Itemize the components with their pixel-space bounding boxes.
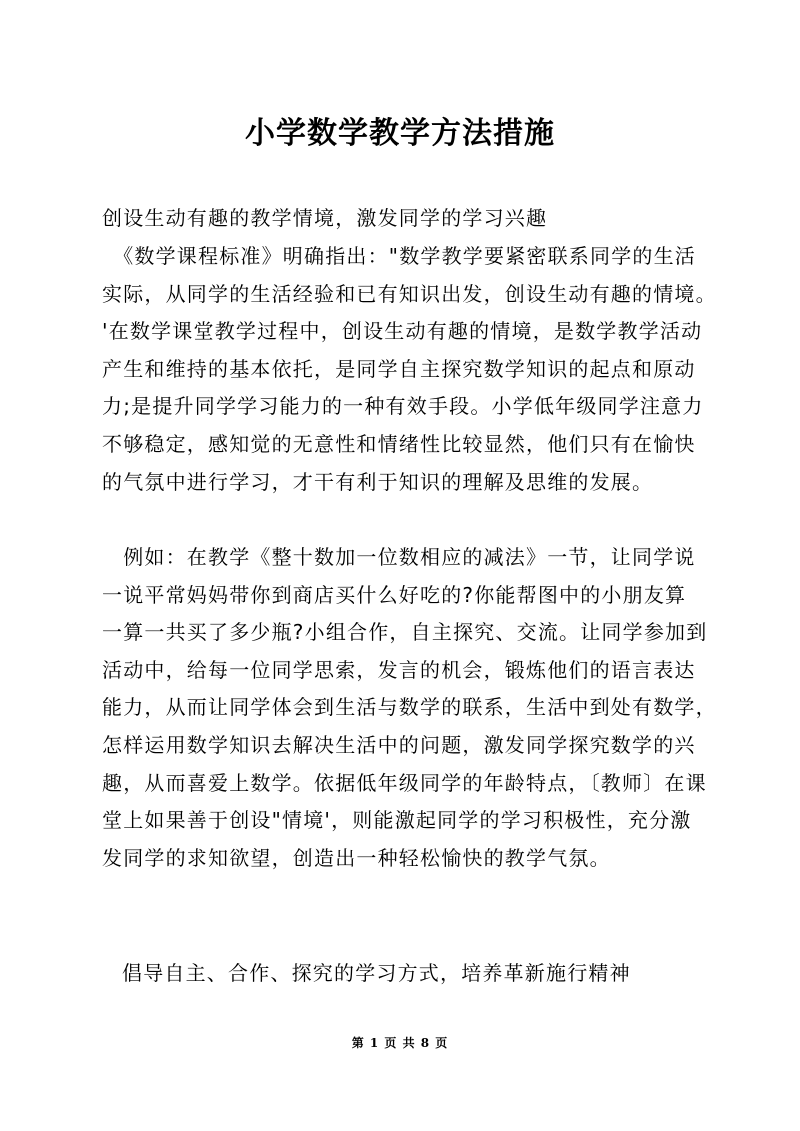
- section-heading-text: 创设生动有趣的教学情境，激发同学的学习兴趣: [102, 206, 548, 230]
- paragraph-line: 的气氛中进行学习，才干有利于知识的理解及思维的发展。: [102, 469, 654, 494]
- paragraph-line: 能力，从而让同学体会到生活与数学的联系，生活中到处有数学，: [102, 695, 717, 720]
- paragraph-line: 不够稳定，感知觉的无意性和情绪性比较显然，他们只有在愉快: [102, 431, 696, 456]
- paragraph-line: 堂上如果善于创设"情境'，则能激起同学的学习积极性，充分激: [102, 808, 692, 833]
- paragraph-line: 《数学课程标准》明确指出："数学教学要紧密联系同学的生活: [102, 244, 696, 268]
- paragraph-line: 怎样运用数学知识去解决生活中的问题，激发同学探究数学的兴: [102, 732, 696, 757]
- paragraph-2: [102, 539, 722, 877]
- paragraph-line: 例如：在教学《整十数加一位数相应的减法》一节，让同学说: [102, 545, 696, 569]
- paragraph-line: 发同学的求知欲望，创造出一种轻松愉快的教学气氛。: [102, 845, 611, 870]
- section-heading-2: [122, 955, 742, 993]
- paragraph-1: [102, 238, 722, 501]
- section-heading-1: [102, 200, 722, 238]
- page-title: 小学数学教学方法措施: [245, 116, 555, 151]
- paragraph-line: 力;是提升同学学习能力的一种有效手段。小学低年级同学注意力: [102, 394, 704, 419]
- paragraph-line: 趣，从而喜爱上数学。依据低年级同学的年龄特点，〔教师〕在课: [102, 770, 707, 795]
- paragraph-line: 活动中，给每一位同学思索，发言的机会，锻炼他们的语言表达: [102, 657, 696, 682]
- paragraph-line: 产生和维持的基本依托，是同学自主探究数学知识的起点和原动: [102, 356, 696, 381]
- paragraph-line: 实际，从同学的生活经验和已有知识出发，创设生动有趣的情境。: [102, 281, 717, 306]
- page-number-footer: 第 1 页 共 8 页: [351, 1036, 449, 1050]
- paragraph-line: 一说平常妈妈带你到商店买什么好吃的?你能帮图中的小朋友算: [102, 582, 687, 607]
- paragraph-line: '在数学课堂教学过程中，创设生动有趣的情境，是数学教学活动: [102, 319, 703, 344]
- section-heading-text: 倡导自主、合作、探究的学习方式，培养革新施行精神: [122, 961, 631, 985]
- paragraph-line: 一算一共买了多少瓶?小组合作，自主探究、交流。让同学参加到: [102, 620, 708, 645]
